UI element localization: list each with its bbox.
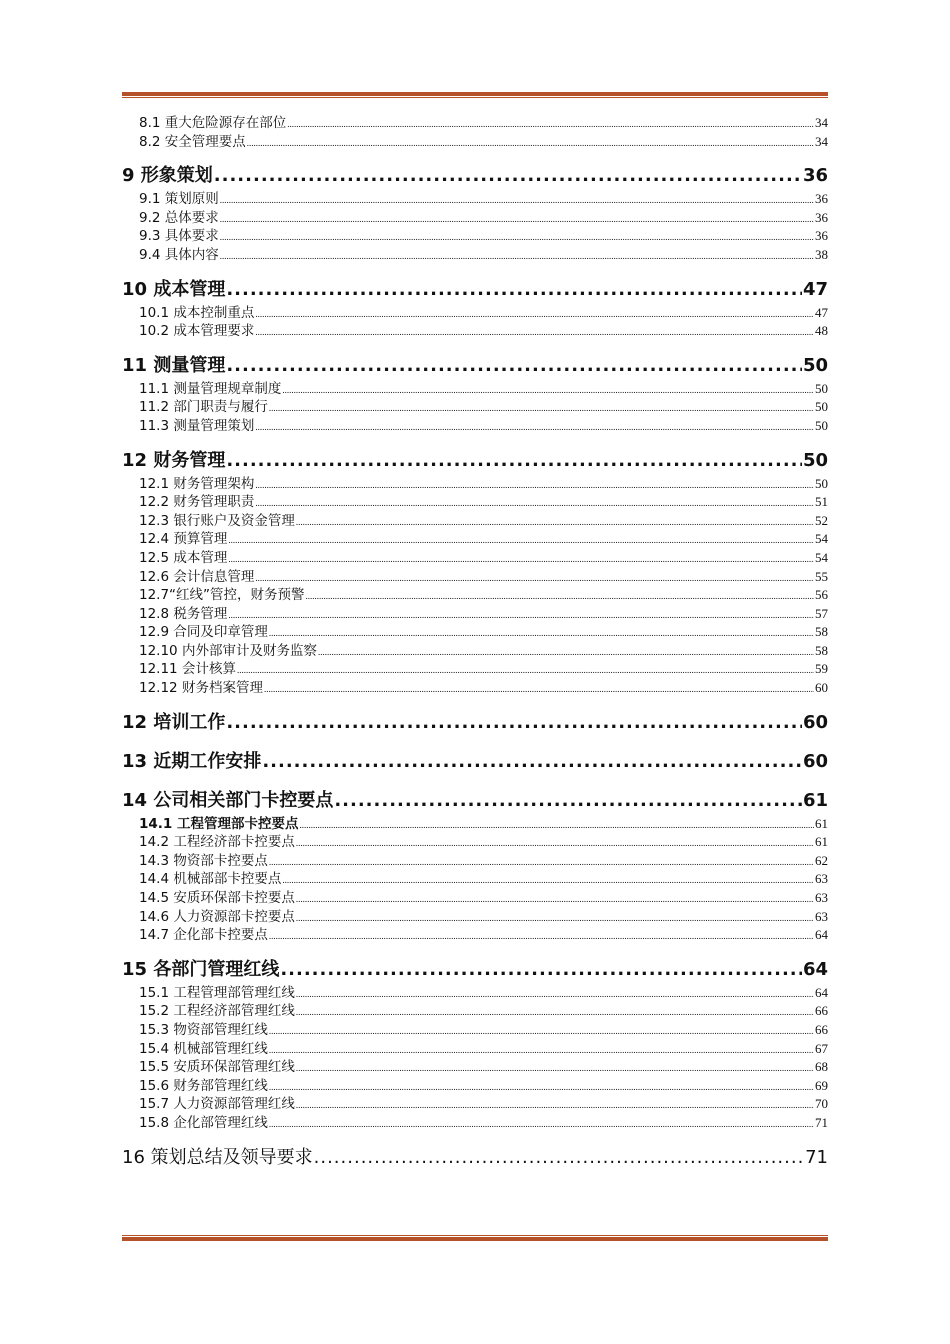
toc-dot-leader bbox=[269, 399, 814, 418]
toc-entry-label: 12.1 财务管理架构 bbox=[139, 475, 255, 492]
toc-entry-label: 14.2 工程经济部卡控要点 bbox=[139, 834, 295, 851]
toc-section-entry[interactable] bbox=[139, 1002, 828, 1021]
toc-section-entry[interactable] bbox=[139, 833, 828, 852]
toc-dot-leader bbox=[269, 853, 814, 872]
toc-section-entry[interactable] bbox=[139, 133, 828, 152]
toc-page-number: 47 bbox=[802, 278, 828, 300]
toc-section-entry[interactable] bbox=[139, 493, 828, 512]
toc-entry-label: 9.2 总体要求 bbox=[139, 209, 219, 226]
toc-entry-label: 14.4 机械部部卡控要点 bbox=[139, 871, 282, 888]
toc-section-entry[interactable] bbox=[139, 322, 828, 341]
toc-entry-label: 12.9 合同及印章管理 bbox=[139, 624, 268, 641]
toc-section-entry[interactable] bbox=[139, 1114, 828, 1133]
toc-page-number: 50 bbox=[815, 475, 828, 491]
toc-entry-label: 9 形象策划 bbox=[122, 165, 213, 187]
toc-page-number: 59 bbox=[815, 661, 828, 677]
toc-page-number: 48 bbox=[815, 323, 828, 339]
toc-entry-label: 14.5 安质环保部卡控要点 bbox=[139, 890, 295, 907]
toc-dot-leader bbox=[296, 1003, 814, 1022]
toc-section-entry[interactable] bbox=[139, 549, 828, 568]
toc-chapter-entry[interactable] bbox=[122, 162, 828, 190]
toc-dot-leader bbox=[255, 305, 814, 324]
toc-page-number: 64 bbox=[802, 958, 828, 980]
toc-chapter-entry[interactable] bbox=[122, 1144, 828, 1172]
toc-dot-leader bbox=[269, 1115, 814, 1134]
toc-page-number: 52 bbox=[815, 512, 828, 528]
toc-page-number: 64 bbox=[815, 927, 828, 943]
toc-dot-leader bbox=[269, 1078, 814, 1097]
toc-dot-leader bbox=[255, 418, 814, 437]
toc-page-number: 36 bbox=[802, 165, 828, 187]
toc-entry-label: 12.5 成本管理 bbox=[139, 549, 228, 566]
toc-entry-label: 14.6 人力资源部卡控要点 bbox=[139, 908, 295, 925]
toc-dot-leader bbox=[228, 606, 814, 625]
toc-page-number: 58 bbox=[815, 624, 828, 640]
toc-section-entry[interactable] bbox=[139, 660, 828, 679]
toc-dot-leader bbox=[296, 1059, 814, 1078]
toc-dot-leader bbox=[282, 381, 814, 400]
toc-section-entry[interactable] bbox=[139, 1058, 828, 1077]
toc-entry-label: 10 成本管理 bbox=[122, 278, 226, 300]
toc-page-number: 70 bbox=[815, 1096, 828, 1112]
toc-chapter-entry[interactable] bbox=[122, 447, 828, 475]
toc-dot-leader bbox=[296, 909, 814, 928]
toc-page-number: 55 bbox=[815, 568, 828, 584]
toc-dot-leader bbox=[296, 1096, 814, 1115]
toc-dot-leader bbox=[282, 871, 814, 890]
toc-dot-leader bbox=[226, 352, 802, 380]
toc-section-entry[interactable] bbox=[139, 870, 828, 889]
toc-dot-leader bbox=[269, 927, 814, 946]
toc-section-entry[interactable] bbox=[139, 475, 828, 494]
toc-page-number: 60 bbox=[802, 711, 828, 733]
toc-section-entry[interactable] bbox=[139, 926, 828, 945]
toc-entry-label: 14.1 工程管理部卡控要点 bbox=[139, 815, 299, 832]
toc-page-number: 61 bbox=[815, 815, 828, 831]
toc-entry-label: 14.7 企化部卡控要点 bbox=[139, 927, 268, 944]
toc-entry-label: 12.12 财务档案管理 bbox=[139, 680, 263, 697]
toc-section-entry[interactable] bbox=[139, 530, 828, 549]
toc-section-entry[interactable] bbox=[139, 984, 828, 1003]
toc-section-entry[interactable] bbox=[139, 512, 828, 531]
toc-dot-leader bbox=[269, 624, 814, 643]
toc-section-entry[interactable] bbox=[139, 1077, 828, 1096]
toc-entry-label: 11.2 部门职责与履行 bbox=[139, 399, 268, 416]
toc-dot-leader bbox=[296, 834, 814, 853]
toc-dot-leader bbox=[237, 661, 814, 680]
toc-page-number: 34 bbox=[815, 133, 828, 149]
toc-dot-leader bbox=[269, 1022, 814, 1041]
toc-section-entry[interactable] bbox=[139, 1040, 828, 1059]
toc-entry-label: 15.6 财务部管理红线 bbox=[139, 1077, 268, 1094]
toc-dot-leader bbox=[226, 447, 802, 475]
toc-page-number: 36 bbox=[815, 228, 828, 244]
toc-page-number: 36 bbox=[815, 191, 828, 207]
toc-entry-label: 8.2 安全管理要点 bbox=[139, 133, 246, 150]
toc-page-number: 50 bbox=[802, 354, 828, 376]
toc-page-number: 71 bbox=[805, 1146, 828, 1168]
toc-page-number: 54 bbox=[815, 549, 828, 565]
toc-dot-leader bbox=[296, 513, 814, 532]
toc-entry-label: 14.3 物资部卡控要点 bbox=[139, 852, 268, 869]
toc-page-number: 60 bbox=[802, 750, 828, 772]
toc-dot-leader bbox=[280, 956, 802, 984]
toc-chapter-entry[interactable] bbox=[122, 787, 828, 815]
toc-entry-label: 12.4 预算管理 bbox=[139, 531, 228, 548]
toc-section-entry[interactable] bbox=[139, 623, 828, 642]
toc-section-entry[interactable] bbox=[139, 605, 828, 624]
toc-entry-label: 15.8 企化部管理红线 bbox=[139, 1114, 268, 1131]
toc-dot-leader bbox=[296, 985, 814, 1004]
toc-section-entry[interactable] bbox=[139, 417, 828, 436]
toc-dot-leader bbox=[226, 709, 802, 737]
toc-section-entry[interactable] bbox=[139, 227, 828, 246]
toc-section-entry[interactable] bbox=[139, 568, 828, 587]
toc-dot-leader bbox=[255, 569, 814, 588]
toc-entry-label: 15.4 机械部管理红线 bbox=[139, 1040, 268, 1057]
toc-page-number: 62 bbox=[815, 852, 828, 868]
toc-page-number: 56 bbox=[815, 587, 828, 603]
toc-page-number: 61 bbox=[815, 834, 828, 850]
header-rule-thick bbox=[122, 92, 828, 96]
toc-entry-label: 16 策划总结及领导要求 bbox=[122, 1146, 313, 1168]
toc-page-number: 63 bbox=[815, 890, 828, 906]
toc-entry-label: 12 财务管理 bbox=[122, 449, 226, 471]
toc-chapter-entry[interactable] bbox=[122, 352, 828, 380]
toc-section-entry[interactable] bbox=[139, 209, 828, 228]
toc-page-number: 58 bbox=[815, 642, 828, 658]
toc-entry-label: 10.2 成本管理要求 bbox=[139, 323, 255, 340]
toc-page-number: 69 bbox=[815, 1077, 828, 1093]
toc-section-entry[interactable] bbox=[139, 1095, 828, 1114]
toc-dot-leader bbox=[255, 323, 814, 342]
toc-entry-label: 9.4 具体内容 bbox=[139, 246, 219, 263]
toc-dot-leader bbox=[262, 748, 802, 776]
toc-entry-label: 15.3 物资部管理红线 bbox=[139, 1022, 268, 1038]
toc-entry-label: 13 近期工作安排 bbox=[122, 750, 262, 772]
toc-page-number: 36 bbox=[815, 209, 828, 225]
toc-entry-label: 12.2 财务管理职责 bbox=[139, 494, 255, 511]
toc-page-number: 66 bbox=[815, 1022, 828, 1037]
toc-entry-label: 12.3 银行账户及资金管理 bbox=[139, 512, 295, 529]
toc-dot-leader bbox=[287, 115, 814, 134]
toc-dot-leader bbox=[300, 816, 814, 835]
toc-section-entry[interactable] bbox=[139, 190, 828, 209]
toc-page-number: 50 bbox=[815, 399, 828, 415]
toc-entry-label: 11.1 测量管理规章制度 bbox=[139, 380, 282, 397]
toc-section-entry[interactable] bbox=[139, 908, 828, 927]
toc-page-number: 57 bbox=[815, 605, 828, 621]
footer-rule-thick bbox=[122, 1237, 828, 1241]
toc-dot-leader bbox=[228, 550, 814, 569]
toc-entry-label: 8.1 重大危险源存在部位 bbox=[139, 115, 287, 131]
toc-chapter-entry[interactable] bbox=[122, 956, 828, 984]
toc-page-number: 63 bbox=[815, 908, 828, 924]
toc-entry-label: 15.2 工程经济部管理红线 bbox=[139, 1003, 295, 1020]
toc-dot-leader bbox=[220, 191, 814, 210]
toc-entry-label: 9.1 策划原则 bbox=[139, 191, 219, 208]
toc-entry-label: 15 各部门管理红线 bbox=[122, 958, 280, 980]
toc-dot-leader bbox=[269, 1041, 814, 1060]
toc-dot-leader bbox=[255, 494, 814, 513]
toc-page-number: 38 bbox=[815, 246, 828, 262]
toc-dot-leader bbox=[318, 643, 814, 662]
toc-entry-label: 10.1 成本控制重点 bbox=[139, 304, 255, 321]
toc-section-entry[interactable] bbox=[139, 304, 828, 323]
toc-entry-label: 12.6 会计信息管理 bbox=[139, 568, 255, 585]
toc-dot-leader bbox=[228, 531, 814, 550]
toc-dot-leader bbox=[264, 680, 814, 699]
toc-page-number: 54 bbox=[815, 531, 828, 547]
toc-entry-label: 15.5 安质环保部管理红线 bbox=[139, 1059, 295, 1076]
toc-page-number: 66 bbox=[815, 1003, 828, 1019]
toc-entry-label: 9.3 具体要求 bbox=[139, 228, 219, 245]
toc-page-number: 60 bbox=[815, 680, 828, 696]
toc-entry-label: 12.10 内外部审计及财务监察 bbox=[139, 642, 317, 659]
toc-page-number: 63 bbox=[815, 871, 828, 887]
toc-section-entry[interactable] bbox=[139, 679, 828, 698]
toc-dot-leader bbox=[306, 587, 814, 606]
toc-dot-leader bbox=[214, 162, 802, 190]
toc-entry-label: 15.1 工程管理部管理红线 bbox=[139, 984, 295, 1001]
toc-entry-label: 12.8 税务管理 bbox=[139, 605, 228, 622]
toc-dot-leader bbox=[334, 787, 802, 815]
toc-section-entry[interactable] bbox=[139, 380, 828, 399]
header-rule bbox=[122, 92, 828, 98]
toc-entry-label: 12.11 会计核算 bbox=[139, 661, 236, 678]
toc-dot-leader bbox=[220, 228, 814, 247]
toc-section-entry[interactable] bbox=[139, 398, 828, 417]
toc-page-number: 50 bbox=[802, 449, 828, 471]
table-of-contents bbox=[0, 114, 950, 1172]
toc-chapter-entry[interactable] bbox=[122, 748, 828, 776]
toc-dot-leader bbox=[247, 134, 814, 153]
footer-rule bbox=[122, 1235, 828, 1241]
toc-entry-label: 14 公司相关部门卡控要点 bbox=[122, 789, 334, 811]
toc-dot-leader bbox=[296, 890, 814, 909]
toc-entry-label: 12.7“红线”管控，财务预警 bbox=[139, 587, 305, 604]
toc-dot-leader bbox=[220, 210, 814, 229]
toc-section-entry[interactable] bbox=[139, 1021, 828, 1040]
toc-page-number: 61 bbox=[802, 789, 828, 811]
toc-page-number: 47 bbox=[815, 304, 828, 320]
toc-section-entry[interactable] bbox=[139, 852, 828, 871]
toc-dot-leader bbox=[220, 247, 814, 266]
toc-page-number: 34 bbox=[815, 115, 828, 130]
toc-section-entry[interactable] bbox=[139, 642, 828, 661]
toc-page-number: 68 bbox=[815, 1059, 828, 1075]
toc-entry-label: 15.7 人力资源部管理红线 bbox=[139, 1096, 295, 1113]
toc-section-entry[interactable] bbox=[139, 889, 828, 908]
toc-page-number: 64 bbox=[815, 984, 828, 1000]
toc-section-entry[interactable] bbox=[139, 246, 828, 265]
toc-page-number: 51 bbox=[815, 494, 828, 510]
toc-dot-leader bbox=[255, 476, 814, 495]
toc-page-number: 67 bbox=[815, 1040, 828, 1056]
toc-section-entry[interactable] bbox=[139, 586, 828, 605]
toc-entry-label: 12 培训工作 bbox=[122, 711, 226, 733]
toc-section-entry[interactable] bbox=[139, 815, 828, 834]
toc-chapter-entry[interactable] bbox=[122, 276, 828, 304]
toc-page-number: 50 bbox=[815, 417, 828, 433]
header-rule-thin bbox=[122, 97, 828, 98]
toc-chapter-entry[interactable] bbox=[122, 709, 828, 737]
toc-entry-label: 11.3 测量管理策划 bbox=[139, 417, 255, 434]
toc-dot-leader bbox=[314, 1144, 804, 1172]
toc-section-entry[interactable] bbox=[139, 114, 828, 133]
toc-page-number: 71 bbox=[815, 1114, 828, 1130]
toc-page-number: 50 bbox=[815, 380, 828, 396]
toc-entry-label: 11 测量管理 bbox=[122, 354, 226, 376]
toc-dot-leader bbox=[226, 276, 802, 304]
footer-rule-thin bbox=[122, 1235, 828, 1236]
